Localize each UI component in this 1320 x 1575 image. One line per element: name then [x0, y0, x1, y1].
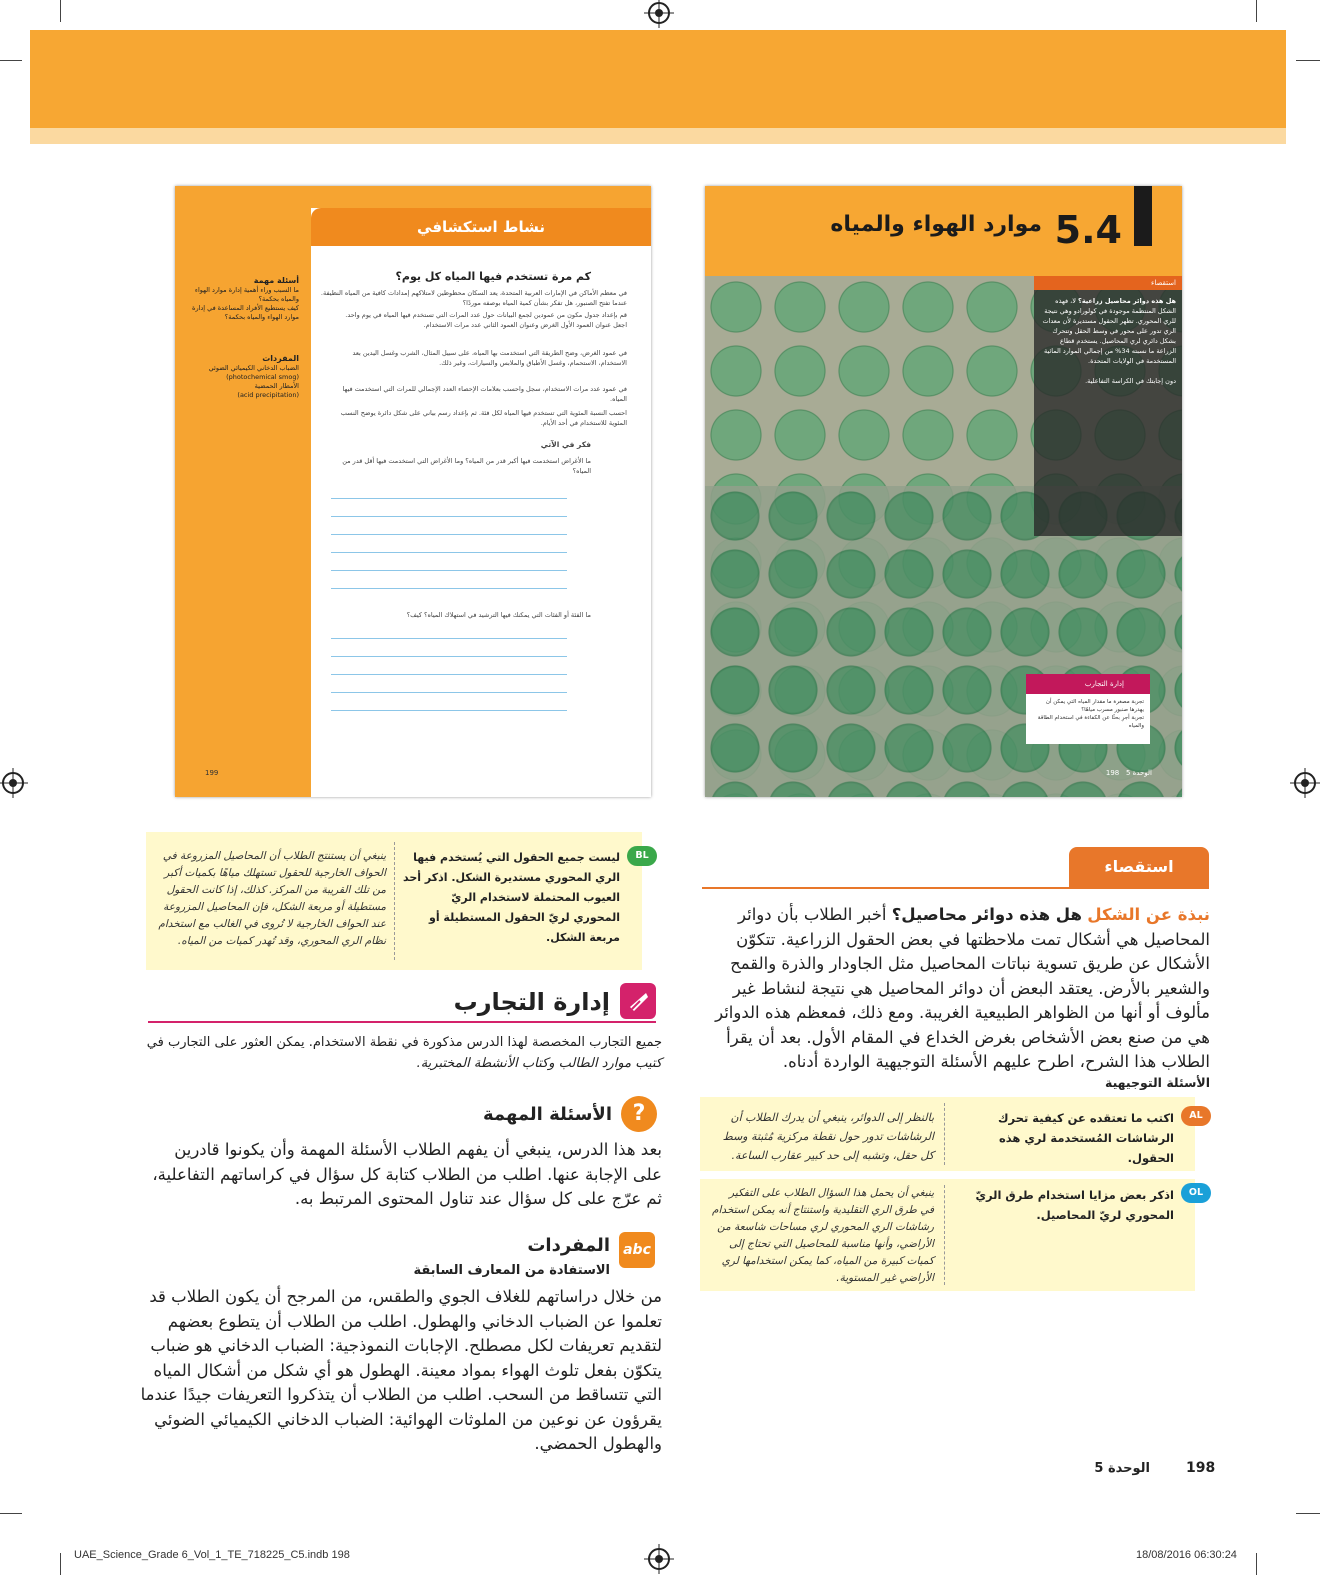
answer-line: [331, 674, 567, 675]
answer-line: [331, 570, 567, 571]
bl-question: ليست جميع الحقول التي يُستخدم فيها الري المحوري مستديرة الشكل. اذكر أحد العيوب المحتملة لاستخدام الريّ المحوري لريّ الحقول المستطيلة أو مربعة الشكل.: [403, 851, 620, 944]
inquiry-question: هل هذه دوائر محاصيل زراعية؟: [1078, 297, 1176, 305]
top-banner-strip: [30, 128, 1286, 144]
explore-step: قم بإعداد جدول مكون من عمودين لجمع البيانات حول عدد المرات التي تستخدم فيها المياه في يوم واحد. اجعل عنوان العمود الأول الغرض وعنوان العمود الثاني عدد مرات الاستخدام.: [345, 311, 627, 329]
bl-answer: ينبغي أن يستنتج الطلاب أن المحاصيل المزروعة في الحواف الخارجية للحقول تستهلك مياهًا بكميات أكبر من تلك القريبة من المركز. كذلك، إذا كانت الحقول مستطيلة أو مربعة الشكل، فإن المحاصيل المزروعة عند الحواف الخارجية لا تُروى في الغالب مع استخدام نظام الري المحوري، وقد تُهدر كميات من المياه.: [158, 850, 386, 947]
answer-line: [331, 498, 567, 499]
answer-line: [331, 516, 567, 517]
print-slug-date: 18/08/2016 06:30:24: [1136, 1549, 1237, 1561]
registration-mark-icon: [1294, 772, 1316, 794]
labs-text-line2: كتيب موارد الطالب وكتاب الأنشطة المختبرية.: [416, 1056, 662, 1071]
answer-line: [331, 588, 567, 589]
answer-line: [331, 656, 567, 657]
explore-intro: في معظم الأماكن في الإمارات العربية المتحدة، يعد السكان محظوظين لامتلاكهم إمدادات كافية من المياه النظيفة. عندما تفتح الصنبور، هل تفكر بشأن كمية المياه بوصفه موردًا؟: [320, 289, 627, 307]
divider: [944, 1185, 945, 1285]
side-vocab-heading: المفردات: [262, 354, 299, 363]
crop-mark: [1296, 1513, 1320, 1514]
explore-question: كم مرة تستخدم فيها المياه كل يوم؟: [395, 270, 591, 283]
vocab-term: (acid precipitation): [237, 391, 299, 399]
top-banner: [30, 30, 1286, 128]
page-number: 198: [1186, 1460, 1216, 1476]
inquiry-tab: استقصاء: [1069, 847, 1209, 887]
al-answer: بالنظر إلى الدوائر، ينبغي أن يدرك الطلاب أن الرشاشات تدور حول نقطة مركزية مُثبتة وسط كل حقل، وتشبه إلى حد كبير عقارب الساعة.: [722, 1111, 934, 1162]
explore-step: في عمود عدد مرات الاستخدام، سجل واحسب بعلامات الإحصاء العدد الإجمالي للمرات التي استخدمت فيها المياه.: [342, 385, 627, 403]
inquiry-label: استقصاء: [1034, 276, 1182, 290]
al-question: اكتب ما تعتقده عن كيفية تحرك الرشاشات المُستخدمة لري هذه الحقول.: [998, 1111, 1174, 1165]
inquiry-note: دون إجابتك في الكراسة التفاعلية.: [1085, 377, 1176, 385]
abc-vocabulary-icon: abc: [619, 1232, 655, 1268]
essential-heading: الأسئلة المهمة: [482, 1104, 612, 1125]
crop-mark: [0, 60, 22, 61]
guiding-questions-heading: الأسئلة التوجيهية: [1105, 1075, 1210, 1090]
vocab-subheading: الاستفادة من المعارف السابقة: [413, 1263, 610, 1278]
explore-activity-header: نشاط استكشافي: [311, 208, 651, 246]
inquiry-body: أخبر الطلاب بأن دوائر المحاصيل هي أشكال تمت ملاحظتها في بعض الحقول الزراعية. تتكوّن الأشكال عن طريق تسوية نباتات المحاصيل مثل الجاودار والذرة والقمح والشعير بالأرض. يعتقد البعض أن دوائر المحاصيل هي نتيجة لنشاط غير مألوف أو أنها من الظواهر الطبيعية الغريبة. ومع ذلك، فمعظم هذه الدوائر هي من صنع بعض الأشخاص بغرض الخداع في المقام الأول. بعد أن يقرأ الطلاب هذا الشرح، اطرح عليهم الأسئلة التوجيهية الواردة أدناه.: [715, 905, 1210, 1071]
thumbnail-footer: [1106, 769, 1152, 777]
answer-line: [331, 710, 567, 711]
ol-badge: OL: [1181, 1183, 1211, 1203]
thumbnail-footer-unit: الوحدة 5: [1125, 769, 1152, 777]
vocab-term: الأمطار الحمضية: [254, 382, 299, 390]
think-heading: فكر في الآتي: [540, 440, 591, 449]
ol-answer: ينبغي أن يحمل هذا السؤال الطلاب على التفكير في طرق الري التقليدية واستنتاج أنه يمكن استخدام رشاشات الري المحوري لري مساحات شاسعة من الأراضي، وأنها مناسبة للمحاصيل التي تحتاج إلى كميات كبيرة من المياه، كما يمكن استخدامها لري الأراضي غير المستوية.: [712, 1187, 934, 1284]
inquiry-paragraph: [700, 903, 1210, 1075]
answer-line: [331, 638, 567, 639]
page-198-thumbnail: [705, 186, 1182, 797]
lab-box-item: تجربة مصغرة ما مقدار المياه التي يمكن أن يهدرها صنبور مسرب مياهًا؟: [1045, 699, 1144, 713]
inquiry-text: [1040, 296, 1176, 386]
side-essential-item: كيف يستطيع الأفراد المساعدة في إدارة موارد الهواء والمياه بحكمة؟: [192, 304, 299, 321]
crop-mark: [60, 1553, 61, 1575]
think-question: ما الفئة أو الفئات التي يمكنك فيها الترشيد في استهلاك المياه؟ كيف؟: [406, 611, 591, 619]
answer-line: [331, 692, 567, 693]
inquiry-lead-label: نبذة عن الشكل: [1087, 905, 1210, 924]
unit-label: الوحدة 5: [1094, 1461, 1150, 1476]
print-slug-file: UAE_Science_Grade 6_Vol_1_TE_718225_C5.indb 198: [74, 1549, 350, 1561]
thumbnail-footer-page: 198: [1105, 769, 1120, 777]
question-mark-icon: ?: [621, 1096, 657, 1132]
side-essential-questions: [179, 276, 299, 322]
lesson-title: موارد الهواء والمياه: [830, 212, 1042, 237]
inquiry-panel: [1034, 276, 1182, 536]
registration-mark-icon: [648, 1548, 670, 1570]
crop-mark: [1256, 1553, 1257, 1575]
crop-mark: [1256, 0, 1257, 22]
answer-line: [331, 534, 567, 535]
crop-mark: [60, 0, 61, 22]
labs-rule: [148, 1021, 656, 1023]
inquiry-body: لا، فهذه الشكل المنتظمة موجودة في كولورادو وهي نتيجة للري المحوري. تظهر الحقول مستديرة لأن معدات الري تدور على محور في وسط الحقل وتتحرك بشكل دائري لري المحاصيل. يستخدم قطاع الزراعة ما نسبته 34% من إجمالي الموارد المائية المستخدمة في الولايات المتحدة.: [1042, 297, 1176, 365]
vocab-term: (photochemical smog): [226, 373, 299, 381]
bl-badge: BL: [627, 846, 657, 866]
labs-text-line1: جميع التجارب المخصصة لهذا الدرس مذكورة في نقطة الاستخدام. يمكن العثور على التجارب في: [146, 1035, 662, 1050]
lab-box-title: إدارة التجارب: [1026, 674, 1150, 694]
answer-line: [331, 552, 567, 553]
explore-step: احسب النسبة المئوية التي تستخدم فيها المياه لكل فئة. ثم بإعداد رسم بياني على شكل دائرة يوضح النسب المئوية للاستخدام في أحد الأيام.: [340, 409, 627, 427]
inquiry-lead-question: هل هذه دوائر محاصيل؟: [891, 905, 1082, 924]
side-essential-heading: أسئلة مهمة: [253, 276, 299, 285]
ol-question: اذكر بعض مزايا استخدام طرق الريّ المحوري لريّ المحاصيل.: [975, 1188, 1174, 1222]
lab-box: [1026, 674, 1150, 744]
labs-text: [140, 1032, 662, 1074]
registration-mark-icon: [2, 772, 24, 794]
side-vocabulary: [179, 354, 299, 400]
divider: [394, 842, 395, 960]
side-essential-item: ما السبب وراء أهمية إدارة موارد الهواء والمياه بحكمة؟: [194, 286, 299, 303]
al-badge: AL: [1181, 1106, 1211, 1126]
thumbnail-page-number: 199: [205, 769, 219, 777]
lab-flask-icon: [620, 983, 656, 1019]
inquiry-rule: [702, 887, 1209, 889]
labs-heading: إدارة التجارب: [453, 988, 610, 1016]
vocab-text: من خلال دراساتهم للغلاف الجوي والطقس، من المرجح أن يكون الطلاب قد تعلموا عن الضباب الدخاني والهطول. اطلب من الطلاب أن يتطوع بعضهم لتقديم تعريفات لكل مصطلح. الإجابات النموذجية: الضباب الدخاني هو ضباب يتكوّن بفعل تلوث الهواء بمواد معينة. الهطول هو أي شكل من أشكال المياه التي تتساقط من السحب. اطلب من الطلاب أن يتذكروا التعريفات جيدًا عندما يقرؤون عن نوعين من الملوثات الهوائية: الضباب الدخاني الكيميائي الضوئي والهطول الحمضي.: [140, 1287, 662, 1453]
crop-mark: [1296, 60, 1320, 61]
registration-mark-icon: [648, 2, 670, 24]
page-199-thumbnail: [175, 186, 651, 797]
lesson-tab: [1134, 186, 1152, 246]
vocab-term: الضباب الدخاني الكيميائي الضوئي: [208, 364, 299, 372]
lesson-number: 5.4: [1054, 208, 1122, 252]
crop-mark: [0, 1513, 22, 1514]
essential-text: بعد هذا الدرس، ينبغي أن يفهم الطلاب الأسئلة المهمة وأن يكونوا قادرين على الإجابة عنها. اطلب من الطلاب كتابة كل سؤال في كراساتهم التفاعلية، ثم عرّج على كل سؤال عند تناول المحتوى المرتبط به.: [152, 1140, 662, 1208]
lab-box-item: تجربة أجرِ بحثًا عن الكفاءة في استخدام الطاقة والمياه: [1037, 715, 1144, 729]
vocab-heading: المفردات: [527, 1235, 610, 1256]
think-question: ما الأغراض استخدمت فيها أكبر قدر من المياه؟ وما الأغراض التي استخدمت فيها أقل قدر من المياه؟: [342, 457, 591, 475]
explore-step: في عمود الغرض، وضح الطريقة التي استخدمت بها المياه، على سبيل المثال، الشرب وغسل اليدين بعد الاستخدام، الاستحمام، وغسل الأطباق والملابس والسيارات، وغير ذلك.: [352, 349, 627, 367]
lab-box-items: [1032, 698, 1144, 730]
divider: [944, 1103, 945, 1165]
